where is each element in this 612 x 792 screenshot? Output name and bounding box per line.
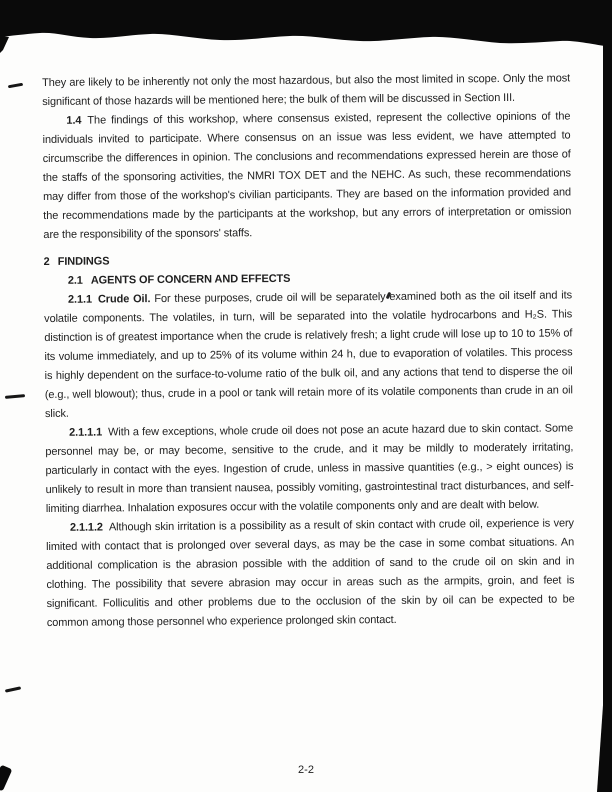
paragraph-2-1-1-1 <box>45 419 574 519</box>
paragraph-number: 2.1.1.1 <box>69 426 103 439</box>
page-number: 2-2 <box>298 764 314 776</box>
margin-dash-icon <box>5 686 21 692</box>
paragraph-continuation <box>42 69 570 112</box>
paragraph-2-1-1 <box>44 286 573 424</box>
paragraph-number: 2.1.1 <box>67 293 92 306</box>
paragraph-text: For these purposes, crude oil will be separately examined both as the oil itself and its volatile components. The volatiles, in turn, will be separated into the volatile hydrocarbons and H₂S. This distinction is of greatest importance when the crude is relatively fresh; a light crude will lose up to 10 to 15% of its volume immediately, and up to 25% of its volume within 24 h, due to evaporation of volatiles. This process is highly dependent on the surface-to-volume ratio of the bulk oil, and any actions that tend to disperse the oil (e.g., well blowout); thus, crude in a pool or tank will retain more of its volatile components than crude in an oil slick. <box>44 289 573 420</box>
paragraph-text: Although skin irritation is a possibility as a result of skin contact with crude oil, experience is very limited with contact that is prolonged over several days, as may be the case in some combat situations. An additional complication is the abrasion possible with the addition of sand to the crude oil on skin and in clothing. The possibility that severe abrasion may occur in areas such as the armpits, groin, and feet is significant. Folliculitis and other problems due to the occlusion of the skin by oil can be expected to be common among those personnel who experience prolonged skin contact. <box>46 517 575 629</box>
paragraph-text: They are likely to be inherently not only the most hazardous, but also the most limited in scope. Only the most significant of those hazards will be mentioned here; the bulk of them will be discussed in Section III. <box>42 72 571 108</box>
heading-label: AGENTS OF CONCERN AND EFFECTS <box>90 272 291 287</box>
paragraph-lead-in: Crude Oil. <box>97 293 151 306</box>
paragraph-text: The findings of this workshop, where consensus existed, represent the collective opinions of the individuals invited to participate. Where consensus on an issue was less evident, we have attempted to circumscribe the differences in opinion. The conclusions and recommendations expressed herein are those of the staffs of the sponsoring activities, the NMRI TOX DET and the NEHC. As such, these recommendations may differ from those of the workshop's civilian participants. They are based on the information provided and the recommendations made by the participants at the workshop, but any errors of interpretation or omission are the responsibility of the sponsors' staffs. <box>42 110 572 241</box>
paragraph-1-4 <box>42 107 571 245</box>
margin-dash-icon <box>5 394 25 399</box>
paragraph-number: 1.4 <box>66 114 82 127</box>
scan-artifact-top-edge <box>0 0 612 54</box>
paragraph-2-1-1-2 <box>46 514 575 633</box>
heading-label: FINDINGS <box>57 255 110 268</box>
paragraph-text: With a few exceptions, whole crude oil does not pose an acute hazard due to skin contact. Some personnel may be, or may become, sensitive to the crude, and it may be mildly to moderately irritating, particularly in contact with the eyes. Ingestion of crude, unless in massive quantities (e.g., > eight ounces) is unlikely to result in more than transient nausea, possibly vomiting, gastrointestinal tract disturbances, and self-limiting diarrhea. Inhalation exposures occur with the volatile components only and are dealt with below. <box>45 422 574 515</box>
heading-number: 2 <box>43 255 50 268</box>
heading-number: 2.1 <box>67 274 83 287</box>
paragraph-number: 2.1.1.2 <box>69 521 103 534</box>
margin-dash-icon <box>8 83 23 89</box>
document-body <box>42 69 575 633</box>
